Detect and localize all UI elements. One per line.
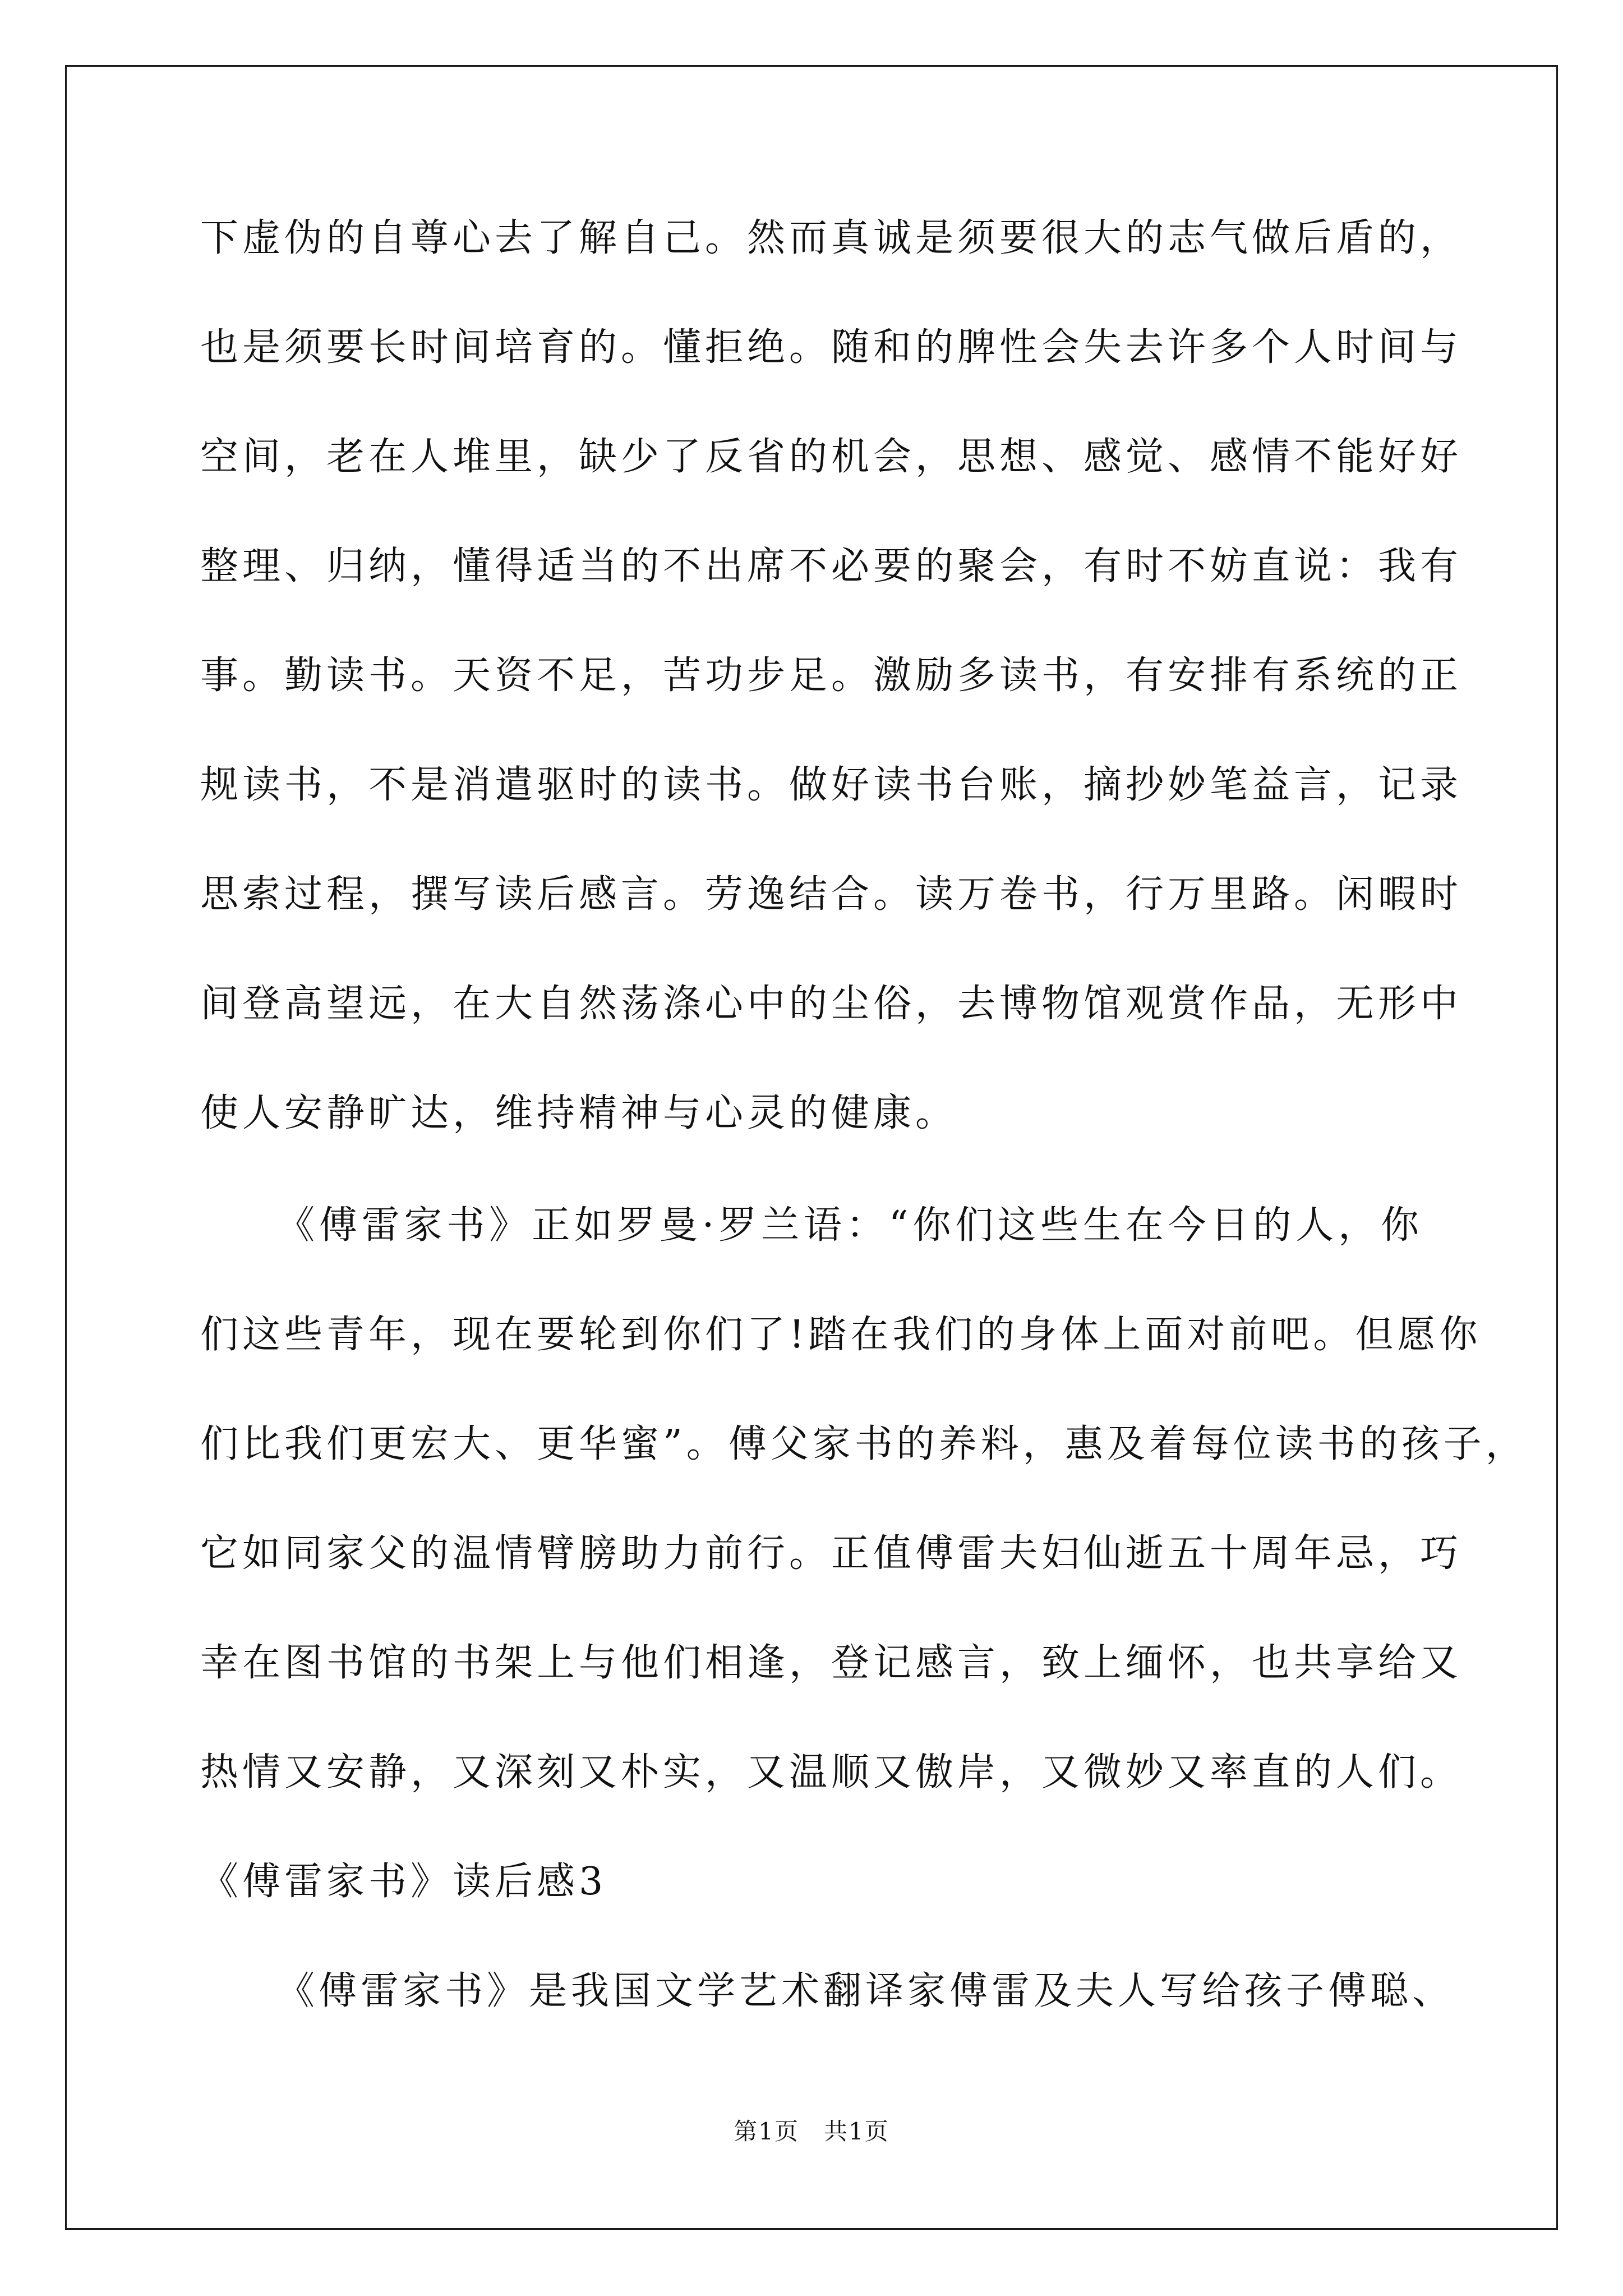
section-heading: 《傅雷家书》读后感3 xyxy=(200,1860,607,1904)
text-line-2: 也是须要长时间培育的。懂拒绝。随和的脾性会失去许多个人时间与 xyxy=(200,325,1463,370)
text-line-6: 规读书，不是消遣驱时的读书。做好读书台账，摘抄妙笔益言，记录 xyxy=(200,763,1463,807)
text-line-4: 整理、归纳，懂得适当的不出席不必要的聚会，有时不妨直说：我有 xyxy=(200,544,1463,588)
page-total: 共1页 xyxy=(824,2118,889,2145)
text-line-8: 间登高望远，在大自然荡涤心中的尘俗，去博物馆观赏作品，无形中 xyxy=(200,982,1463,1026)
text-line-17: 《傅雷家书》是我国文学艺术翻译家傅雷及夫人写给孩子傅聪、 xyxy=(276,1969,1455,2013)
text-line-12: 们比我们更宏大、更华蜜”。傅父家书的养料，惠及着每位读书的孩子， xyxy=(200,1422,1528,1466)
text-line-1: 下虚伪的自尊心去了解自己。然而真诚是须要很大的志气做后盾的， xyxy=(200,216,1463,260)
text-line-13: 它如同家父的温情臂膀助力前行。正值傅雷夫妇仙逝五十周年忌，巧 xyxy=(200,1531,1463,1576)
text-line-10: 《傅雷家书》正如罗曼·罗兰语：“你们这些生在今日的人，你 xyxy=(276,1203,1423,1248)
text-line-11: 们这些青年，现在要轮到你们了!踏在我们的身体上面对前吧。但愿你 xyxy=(200,1313,1482,1357)
text-line-14: 幸在图书馆的书架上与他们相逢，登记感言，致上缅怀，也共享给又 xyxy=(200,1641,1463,1685)
text-line-7: 思索过程，撰写读后感言。劳逸结合。读万卷书，行万里路。闲暇时 xyxy=(200,872,1463,917)
text-line-3: 空间，老在人堆里，缺少了反省的机会，思想、感觉、感情不能好好 xyxy=(200,435,1463,479)
page-number: 第1页 xyxy=(734,2118,799,2145)
text-line-9: 使人安静旷达，维持精神与心灵的健康。 xyxy=(200,1091,958,1135)
text-line-5: 事。勤读书。天资不足，苦功步足。激励多读书，有安排有系统的正 xyxy=(200,654,1463,698)
page-footer xyxy=(0,2115,1623,2148)
text-line-15: 热情又安静，又深刻又朴实，又温顺又傲岸，又微妙又率直的人们。 xyxy=(200,1750,1463,1795)
